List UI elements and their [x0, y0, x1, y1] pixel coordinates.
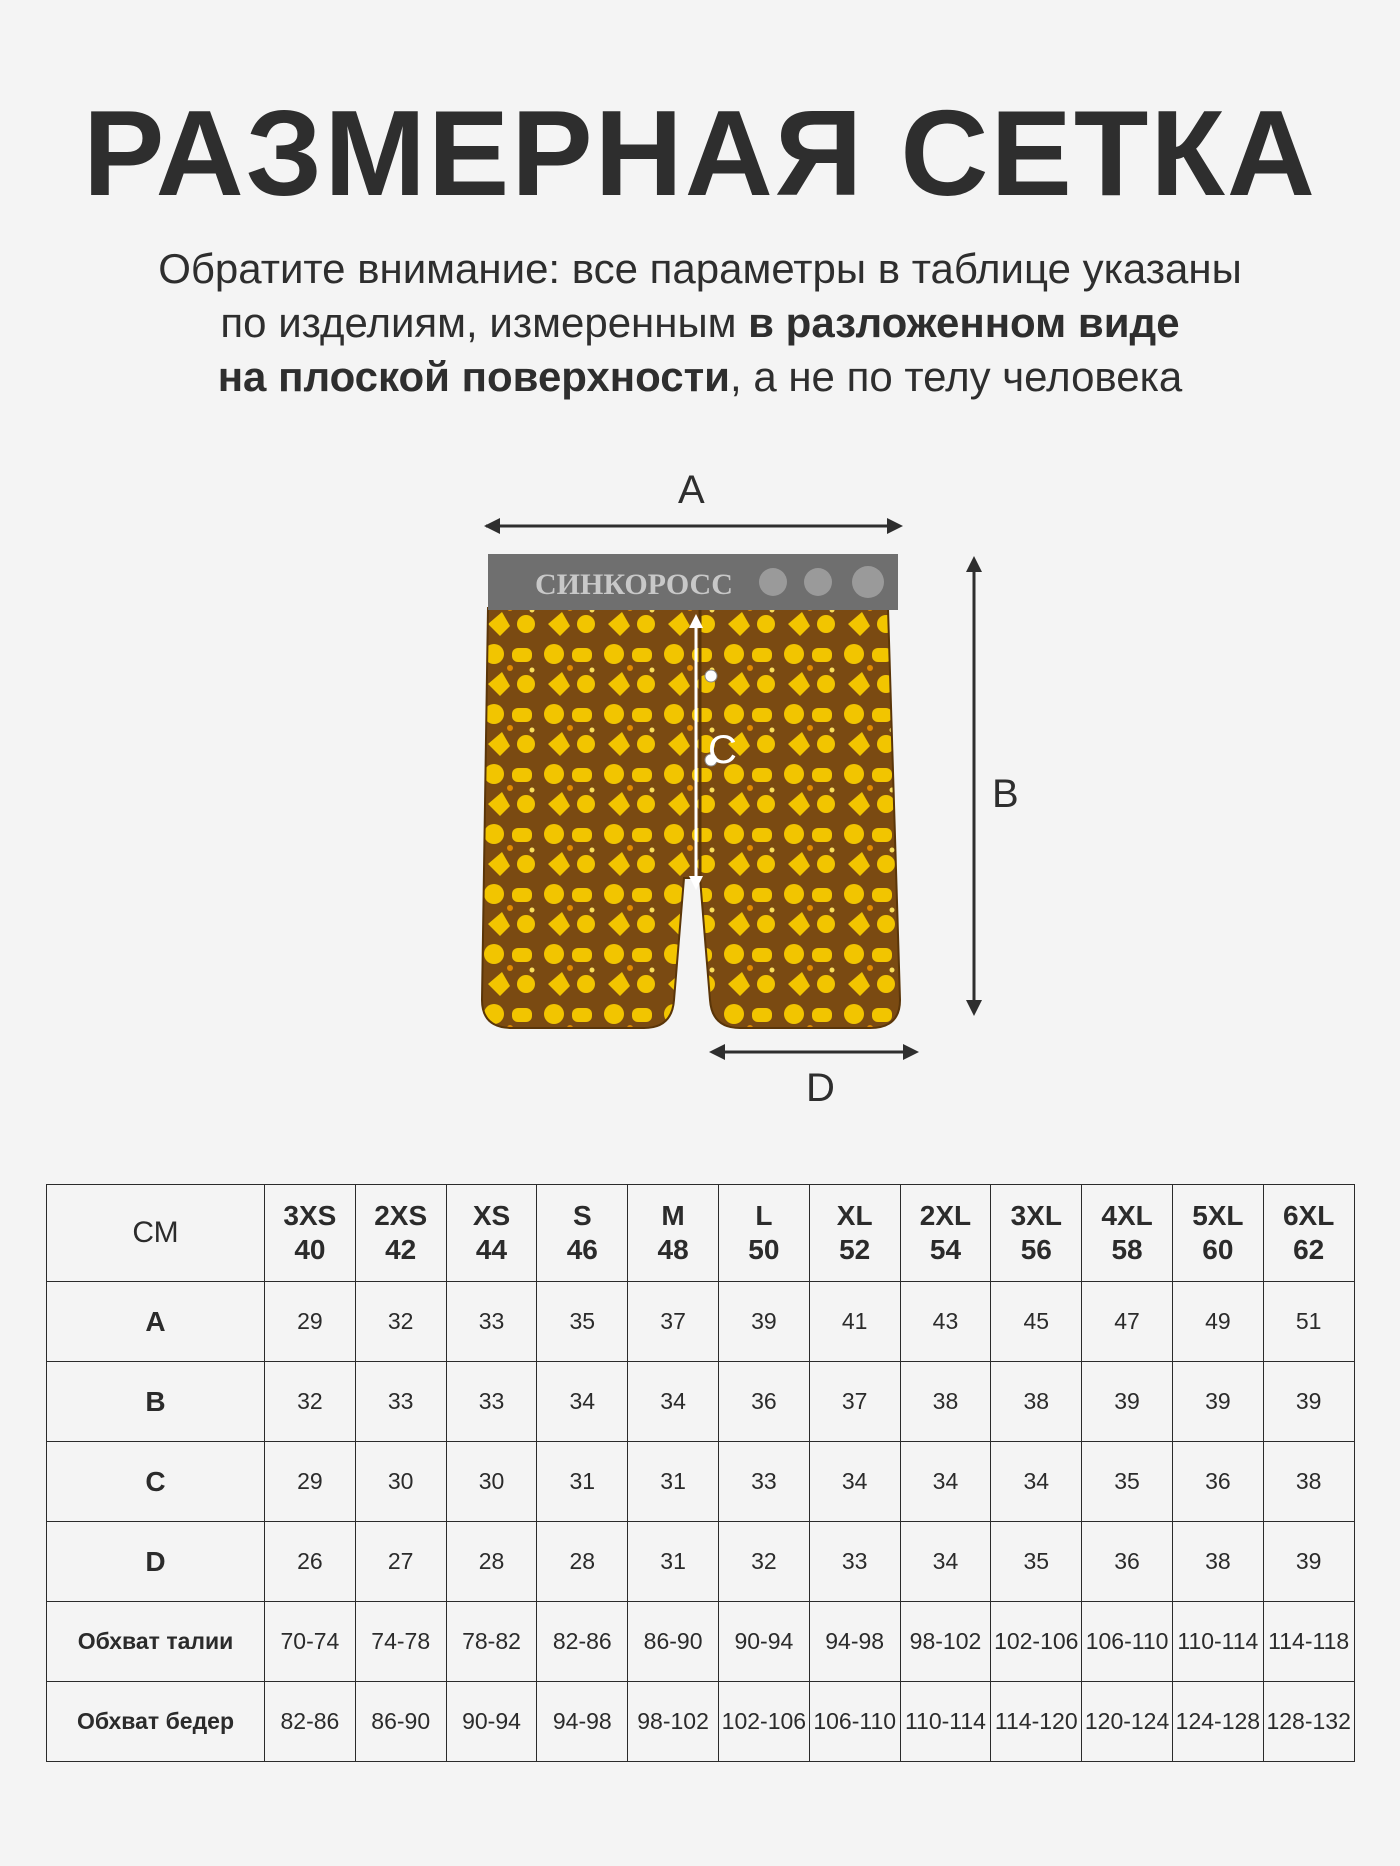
table-cell: 51: [1263, 1282, 1354, 1362]
table-cell: 38: [1172, 1522, 1263, 1602]
size-column-header: [628, 1185, 719, 1282]
size-letter: 5XL: [1192, 1200, 1244, 1231]
table-cell: 34: [809, 1442, 900, 1522]
table-cell: 36: [1082, 1522, 1173, 1602]
table-row: [47, 1602, 1355, 1682]
size-letter: XS: [472, 1200, 511, 1231]
table-cell: 37: [809, 1362, 900, 1442]
size-column-header: [991, 1185, 1082, 1282]
table-cell: 86-90: [628, 1602, 719, 1682]
size-letter: L: [755, 1200, 773, 1231]
table-cell: 33: [718, 1442, 809, 1522]
table-cell: 30: [355, 1442, 446, 1522]
table-cell: 86-90: [355, 1682, 446, 1762]
note-line-1: Обратите внимание: все параметры в таблице указаны: [158, 245, 1242, 292]
table-cell: 35: [537, 1282, 628, 1362]
size-letter: S: [572, 1200, 592, 1231]
size-header-row: [47, 1185, 1355, 1282]
table-cell: 27: [355, 1522, 446, 1602]
size-number: 58: [1111, 1234, 1143, 1265]
table-cell: 110-114: [1172, 1602, 1263, 1682]
table-cell: 120-124: [1082, 1682, 1173, 1762]
table-cell: 26: [265, 1522, 356, 1602]
table-row: [47, 1362, 1355, 1442]
size-number: 48: [657, 1234, 689, 1265]
table-cell: 90-94: [446, 1682, 537, 1762]
table-cell: 33: [809, 1522, 900, 1602]
table-cell: 35: [1082, 1442, 1173, 1522]
table-cell: 39: [1172, 1362, 1263, 1442]
size-number: 42: [385, 1234, 417, 1265]
unit-header: СМ: [47, 1185, 265, 1282]
size-number: 50: [748, 1234, 780, 1265]
table-cell: 43: [900, 1282, 991, 1362]
table-cell: 128-132: [1263, 1682, 1354, 1762]
table-cell: 98-102: [900, 1602, 991, 1682]
table-cell: 106-110: [809, 1682, 900, 1762]
dimension-label-a: A: [678, 468, 705, 512]
note-line-2: по изделиям, измеренным в разложенном виде: [220, 299, 1180, 346]
row-label: A: [47, 1282, 265, 1362]
size-column-header: [355, 1185, 446, 1282]
table-cell: 38: [991, 1362, 1082, 1442]
table-cell: 124-128: [1172, 1682, 1263, 1762]
note-line-3: на плоской поверхности, а не по телу человека: [217, 353, 1183, 400]
shorts-illustration: [0, 460, 1400, 1120]
waistband-brand: СИНКОРОСС: [535, 568, 733, 601]
table-cell: 106-110: [1082, 1602, 1173, 1682]
table-cell: 38: [1263, 1442, 1354, 1522]
size-number: 56: [1020, 1234, 1052, 1265]
dimension-label-b: B: [992, 772, 1019, 816]
table-cell: 33: [446, 1282, 537, 1362]
table-cell: 29: [265, 1282, 356, 1362]
size-number: 62: [1293, 1234, 1325, 1265]
table-cell: 32: [355, 1282, 446, 1362]
size-column-header: [537, 1185, 628, 1282]
note-emphasis-2: на плоской поверхности: [217, 353, 730, 400]
size-letter: 2XS: [374, 1200, 428, 1231]
table-cell: 31: [628, 1442, 719, 1522]
size-column-header: [446, 1185, 537, 1282]
table-cell: 31: [628, 1522, 719, 1602]
row-label: Обхват талии: [47, 1602, 265, 1682]
arrow-d: [709, 1044, 919, 1060]
table-cell: 49: [1172, 1282, 1263, 1362]
table-cell: 39: [1082, 1362, 1173, 1442]
table-cell: 32: [265, 1362, 356, 1442]
table-cell: 45: [991, 1282, 1082, 1362]
table-cell: 70-74: [265, 1602, 356, 1682]
dimension-label-c: C: [708, 728, 737, 772]
table-cell: 82-86: [537, 1602, 628, 1682]
shorts-body: [482, 608, 900, 1028]
table-cell: 36: [1172, 1442, 1263, 1522]
table-cell: 47: [1082, 1282, 1173, 1362]
row-label: B: [47, 1362, 265, 1442]
table-cell: 34: [900, 1522, 991, 1602]
table-cell: 37: [628, 1282, 719, 1362]
table-cell: 31: [537, 1442, 628, 1522]
table-cell: 78-82: [446, 1602, 537, 1682]
table-cell: 28: [537, 1522, 628, 1602]
table-cell: 102-106: [991, 1602, 1082, 1682]
table-cell: 39: [718, 1282, 809, 1362]
table-cell: 38: [900, 1362, 991, 1442]
table-cell: 98-102: [628, 1682, 719, 1762]
table-row: [47, 1522, 1355, 1602]
table-cell: 34: [628, 1362, 719, 1442]
size-number: 44: [475, 1234, 508, 1265]
table-cell: 74-78: [355, 1602, 446, 1682]
size-number: 54: [929, 1234, 962, 1265]
size-column-header: [718, 1185, 809, 1282]
table-row: [47, 1442, 1355, 1522]
size-number: 46: [566, 1234, 598, 1265]
table-cell: 33: [355, 1362, 446, 1442]
table-cell: 94-98: [809, 1602, 900, 1682]
row-label: Обхват бедер: [47, 1682, 265, 1762]
table-cell: 29: [265, 1442, 356, 1522]
table-cell: 90-94: [718, 1602, 809, 1682]
size-number: 60: [1202, 1234, 1234, 1265]
arrow-a: [484, 518, 903, 534]
size-letter: 4XL: [1101, 1200, 1153, 1231]
size-number: 52: [839, 1234, 871, 1265]
size-letter: M: [661, 1200, 685, 1231]
row-label: C: [47, 1442, 265, 1522]
size-letter: 6XL: [1282, 1200, 1335, 1231]
page-title: РАЗМЕРНАЯ СЕТКА: [83, 85, 1317, 221]
measurement-diagram: [0, 460, 1400, 1120]
table-cell: 114-118: [1263, 1602, 1354, 1682]
table-cell: 102-106: [718, 1682, 809, 1762]
size-letter: 3XL: [1010, 1200, 1062, 1231]
size-column-header: [1263, 1185, 1354, 1282]
size-column-header: [900, 1185, 991, 1282]
size-column-header: [1172, 1185, 1263, 1282]
size-column-header: [1082, 1185, 1173, 1282]
table-row: [47, 1282, 1355, 1362]
size-table: [46, 1184, 1355, 1762]
size-column-header: [265, 1185, 356, 1282]
table-cell: 28: [446, 1522, 537, 1602]
table-cell: 30: [446, 1442, 537, 1522]
row-label: D: [47, 1522, 265, 1602]
size-letter: XL: [836, 1200, 873, 1231]
table-cell: 32: [718, 1522, 809, 1602]
table-cell: 35: [991, 1522, 1082, 1602]
table-cell: 36: [718, 1362, 809, 1442]
table-cell: 34: [991, 1442, 1082, 1522]
table-cell: 94-98: [537, 1682, 628, 1762]
table-row: [47, 1682, 1355, 1762]
table-cell: 39: [1263, 1362, 1354, 1442]
table-cell: 34: [537, 1362, 628, 1442]
size-letter: 2XL: [919, 1200, 972, 1231]
note-emphasis-1: в разложенном виде: [748, 299, 1180, 346]
table-cell: 82-86: [265, 1682, 356, 1762]
table-cell: 114-120: [991, 1682, 1082, 1762]
table-cell: 110-114: [900, 1682, 991, 1762]
table-cell: 39: [1263, 1522, 1354, 1602]
dimension-label-d: D: [806, 1066, 835, 1110]
table-cell: 41: [809, 1282, 900, 1362]
table-cell: 33: [446, 1362, 537, 1442]
table-cell: 34: [900, 1442, 991, 1522]
size-number: 40: [294, 1234, 326, 1265]
size-letter: 3XS: [283, 1200, 337, 1231]
size-table-body: [47, 1282, 1355, 1762]
measurement-note: [0, 242, 1400, 404]
arrow-b: [966, 556, 982, 1016]
size-column-header: [809, 1185, 900, 1282]
